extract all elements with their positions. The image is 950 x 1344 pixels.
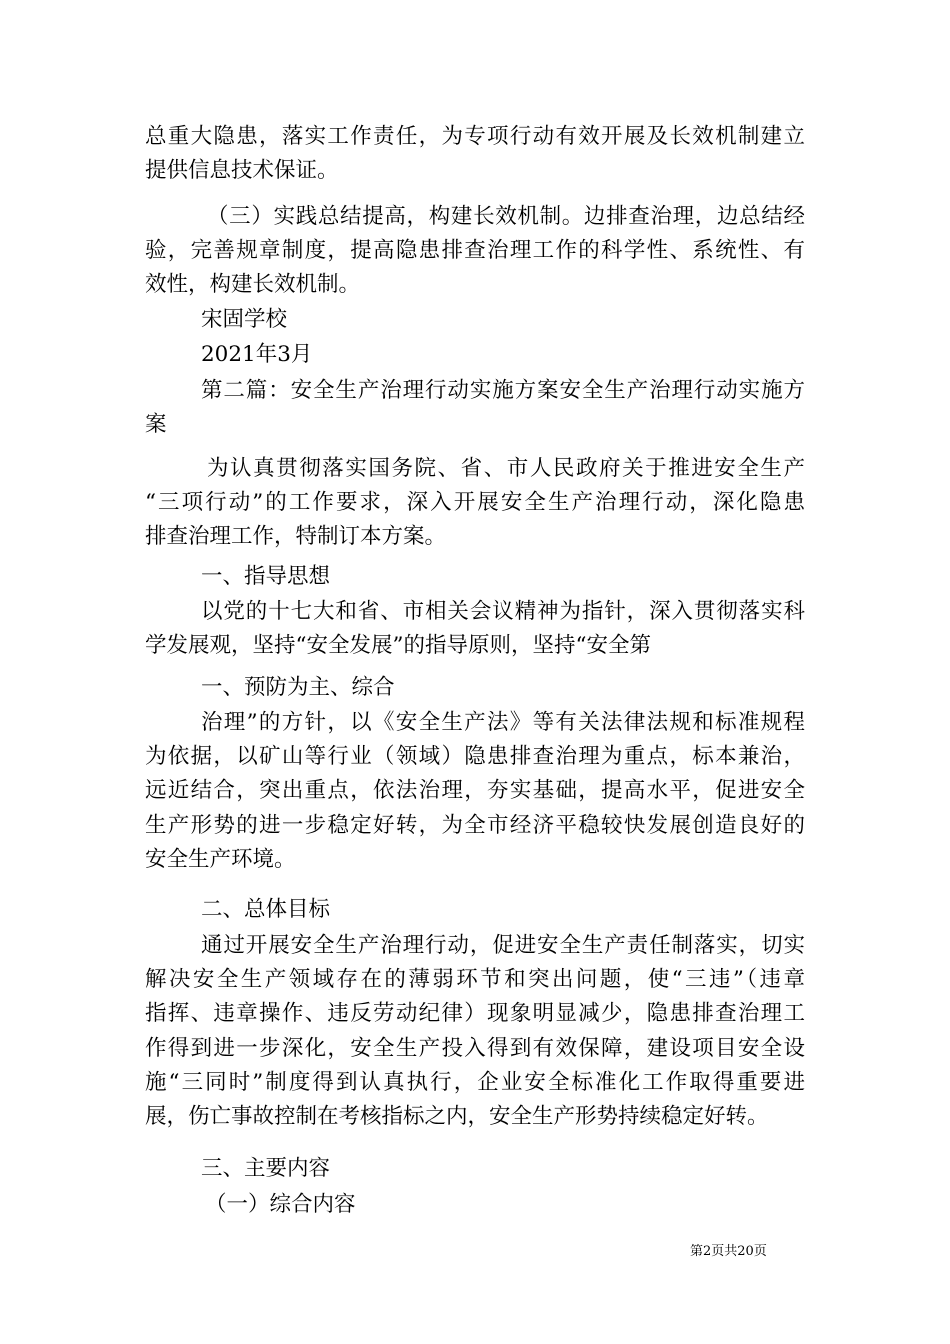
text-line: 案 bbox=[145, 412, 167, 438]
heading-overall-goal bbox=[145, 893, 805, 927]
text-line: 生产形势的进一步稳定好转，为全市经济平稳较快发展创造良好的 bbox=[145, 812, 805, 838]
text-line: 三、主要内容 bbox=[201, 1156, 331, 1181]
signature-school bbox=[145, 303, 805, 337]
text-line: 展，伤亡事故控制在考核指标之内，安全生产形势持续稳定好转。 bbox=[145, 1104, 769, 1130]
text-line: （三）实践总结提高，构建长效机制。边排查治理，边总结经 bbox=[207, 204, 805, 229]
page-indicator: 第2页共20页 bbox=[690, 1244, 767, 1259]
text-line: 一、预防为主、综合 bbox=[201, 675, 395, 700]
heading-guiding-ideology bbox=[145, 560, 805, 594]
section-title-second-article bbox=[145, 374, 805, 442]
text-line: 排查治理工作，特制订本方案。 bbox=[145, 524, 447, 550]
text-line: 学发展观，坚持“安全发展”的指导原则，坚持“安全第 bbox=[145, 633, 651, 659]
paragraph-continuation bbox=[145, 120, 805, 188]
text-line: 安全生产环境。 bbox=[145, 846, 296, 872]
text-line: 第二篇：安全生产治理行动实施方案安全生产治理行动实施方 bbox=[201, 378, 805, 403]
heading-main-content bbox=[145, 1152, 805, 1186]
paragraph-prevention bbox=[145, 671, 805, 705]
text-line: 指挥、违章操作、违反劳动纪律）现象明显减少，隐患排查治理工 bbox=[145, 1001, 805, 1027]
text-line: 一、指导思想 bbox=[201, 564, 331, 589]
text-line: 提供信息技术保证。 bbox=[145, 158, 339, 184]
paragraph-intro bbox=[145, 452, 805, 555]
text-line: 效性，构建长效机制。 bbox=[145, 272, 361, 298]
signature-date bbox=[145, 338, 805, 372]
text-line: 通过开展安全生产治理行动，促进安全生产责任制落实，切实 bbox=[201, 933, 805, 958]
text-line: 作得到进一步深化，安全生产投入得到有效保障，建设项目安全设 bbox=[145, 1035, 805, 1061]
paragraph-practice-summary bbox=[145, 200, 805, 303]
paragraph-policy bbox=[145, 706, 805, 877]
text-line: 远近结合，突出重点，依法治理，夯实基础，提高水平，促进安全 bbox=[145, 778, 805, 804]
text-line: “三项行动”的工作要求，深入开展安全生产治理行动，深化隐患 bbox=[145, 490, 805, 516]
heading-comprehensive-content bbox=[145, 1188, 805, 1222]
paragraph-overall-goal bbox=[145, 929, 805, 1134]
text-line: 2021年3月 bbox=[201, 342, 313, 367]
text-line: （一）综合内容 bbox=[205, 1192, 356, 1217]
text-line: 解决安全生产领域存在的薄弱环节和突出问题，使“三违”（违章 bbox=[145, 967, 805, 993]
text-line: 宋固学校 bbox=[201, 307, 288, 332]
text-line: 治理”的方针，以《安全生产法》等有关法律法规和标准规程 bbox=[201, 710, 805, 735]
text-line: 以党的十七大和省、市相关会议精神为指针，深入贯彻落实科 bbox=[201, 599, 805, 624]
text-line: 二、总体目标 bbox=[201, 897, 331, 922]
text-line: 总重大隐患，落实工作责任，为专项行动有效开展及长效机制建立 bbox=[145, 124, 805, 149]
text-line: 验，完善规章制度，提高隐患排查治理工作的科学性、系统性、有 bbox=[145, 238, 805, 264]
paragraph-guiding-ideology bbox=[145, 595, 805, 663]
text-line: 为依据，以矿山等行业（领域）隐患排查治理为重点，标本兼治， bbox=[145, 744, 805, 770]
text-line: 为认真贯彻落实国务院、省、市人民政府关于推进安全生产 bbox=[207, 456, 805, 481]
text-line: 施“三同时”制度得到认真执行，企业安全标准化工作取得重要进 bbox=[145, 1069, 805, 1095]
